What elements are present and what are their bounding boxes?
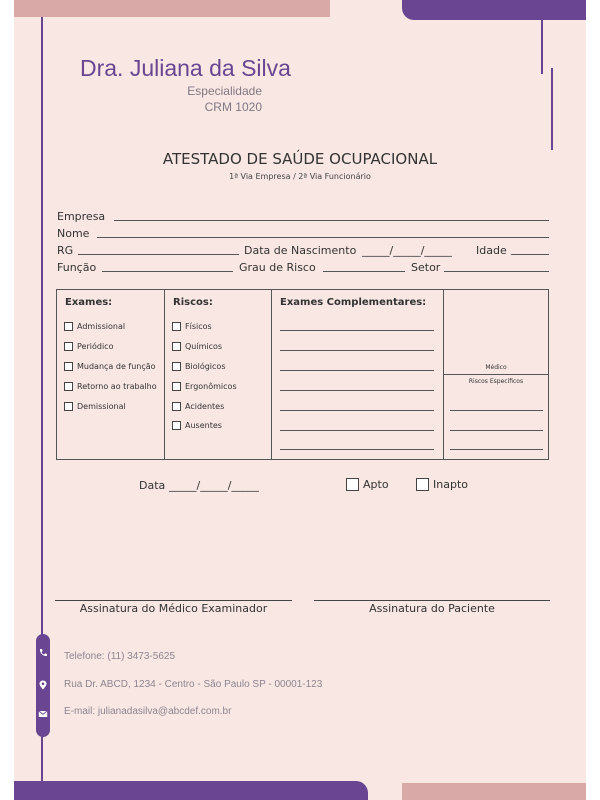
exame-option-label: Demissional bbox=[77, 402, 126, 411]
top-left-band bbox=[14, 0, 330, 17]
complementar-line[interactable] bbox=[280, 390, 434, 391]
complementar-line[interactable] bbox=[280, 430, 434, 431]
setor-field[interactable] bbox=[444, 271, 549, 272]
empresa-label: Empresa bbox=[57, 210, 106, 223]
form-subtitle: 1ª Via Empresa / 2ª Via Funcionário bbox=[229, 172, 371, 181]
risco-option[interactable] bbox=[172, 362, 225, 371]
complementar-line[interactable] bbox=[280, 330, 434, 331]
grid-divider bbox=[443, 374, 549, 375]
empresa-field[interactable] bbox=[114, 220, 549, 221]
medico-signature-label: Assinatura do Médico Examinador bbox=[79, 602, 268, 615]
grid-divider bbox=[271, 290, 272, 459]
checkbox[interactable] bbox=[172, 421, 181, 430]
right-rule-lower bbox=[551, 68, 553, 150]
risco-option-label: Ergonômicos bbox=[185, 382, 237, 391]
rg-field[interactable] bbox=[78, 254, 239, 255]
checkbox[interactable] bbox=[172, 382, 181, 391]
contact-phone: Telefone: (11) 3473-5625 bbox=[64, 651, 176, 662]
doctor-crm: CRM 1020 bbox=[204, 100, 262, 114]
apto-option[interactable] bbox=[346, 478, 389, 491]
checkbox[interactable] bbox=[172, 402, 181, 411]
risco-especifico-line[interactable] bbox=[450, 430, 543, 431]
setor-label: Setor bbox=[411, 261, 441, 274]
risco-option[interactable] bbox=[172, 421, 222, 430]
grid-divider bbox=[164, 290, 165, 459]
doctor-name: Dra. Juliana da Silva bbox=[80, 55, 291, 81]
exame-option-label: Retorno ao trabalho bbox=[77, 382, 157, 391]
risco-option[interactable] bbox=[172, 322, 212, 331]
bottom-left-band bbox=[14, 781, 368, 800]
medico-signature-line[interactable] bbox=[55, 600, 292, 601]
checkbox[interactable] bbox=[64, 402, 73, 411]
exames-heading: Exames: bbox=[65, 297, 113, 308]
complementar-line[interactable] bbox=[280, 410, 434, 411]
checkbox[interactable] bbox=[64, 382, 73, 391]
risco-option[interactable] bbox=[172, 382, 237, 391]
riscos-especificos-label: Riscos Específicos bbox=[468, 378, 524, 385]
top-right-band bbox=[402, 0, 586, 20]
nascimento-field[interactable]: _____/_____/_____ bbox=[362, 244, 452, 257]
exame-option-label: Admissional bbox=[77, 322, 126, 331]
risco-especifico-line[interactable] bbox=[450, 449, 543, 450]
funcao-field[interactable] bbox=[102, 271, 233, 272]
form-title: ATESTADO DE SAÚDE OCUPACIONAL bbox=[162, 150, 438, 168]
apto-label: Apto bbox=[363, 478, 389, 491]
nome-field[interactable] bbox=[97, 237, 549, 238]
exame-option[interactable] bbox=[64, 382, 157, 391]
checkbox[interactable] bbox=[416, 478, 429, 491]
risco-option-label: Biológicos bbox=[185, 362, 226, 371]
complementar-line[interactable] bbox=[280, 449, 434, 450]
complementar-line[interactable] bbox=[280, 350, 434, 351]
medico-label: Médico bbox=[485, 364, 507, 371]
checkbox[interactable] bbox=[172, 322, 181, 331]
contact-email[interactable]: E-mail: julianadasilva@abcdef.com.br bbox=[64, 706, 232, 717]
checkbox[interactable] bbox=[64, 342, 73, 351]
exam-grid bbox=[56, 289, 549, 460]
data-field[interactable]: _____/_____/_____ bbox=[169, 479, 259, 492]
right-rule-upper bbox=[541, 20, 543, 74]
checkbox[interactable] bbox=[64, 362, 73, 371]
data-label: Data bbox=[139, 479, 166, 492]
exame-option-label: Mudança de função bbox=[77, 362, 156, 371]
exame-option[interactable] bbox=[64, 342, 113, 351]
risco-option-label: Físicos bbox=[185, 322, 212, 331]
idade-field[interactable] bbox=[511, 254, 549, 255]
risco-option[interactable] bbox=[172, 342, 222, 351]
paciente-signature-label: Assinatura do Paciente bbox=[369, 602, 495, 615]
risco-option-label: Ausentes bbox=[185, 421, 222, 430]
exame-option[interactable] bbox=[64, 402, 126, 411]
grau-risco-field[interactable] bbox=[323, 271, 405, 272]
exame-option[interactable] bbox=[64, 362, 156, 371]
riscos-heading: Riscos: bbox=[173, 297, 213, 308]
risco-option[interactable] bbox=[172, 402, 224, 411]
email-icon bbox=[36, 707, 50, 721]
location-pin-icon bbox=[36, 678, 50, 692]
grau-risco-label: Grau de Risco bbox=[239, 261, 316, 274]
exame-option[interactable] bbox=[64, 322, 125, 331]
complementar-line[interactable] bbox=[280, 370, 434, 371]
checkbox[interactable] bbox=[346, 478, 359, 491]
nome-label: Nome bbox=[57, 227, 90, 240]
paciente-signature-line[interactable] bbox=[314, 600, 550, 601]
phone-icon bbox=[36, 646, 50, 660]
rg-label: RG bbox=[57, 244, 74, 257]
doctor-specialty: Especialidade bbox=[187, 84, 262, 98]
funcao-label: Função bbox=[57, 261, 97, 274]
risco-option-label: Acidentes bbox=[185, 402, 225, 411]
checkbox[interactable] bbox=[64, 322, 73, 331]
checkbox[interactable] bbox=[172, 362, 181, 371]
contact-address: Rua Dr. ABCD, 1234 - Centro - São Paulo SP - 00001-123 bbox=[64, 679, 323, 690]
checkbox[interactable] bbox=[172, 342, 181, 351]
risco-especifico-line[interactable] bbox=[450, 410, 543, 411]
inapto-option[interactable] bbox=[416, 478, 468, 491]
idade-label: Idade bbox=[476, 244, 507, 257]
inapto-label: Inapto bbox=[433, 478, 468, 491]
risco-option-label: Químicos bbox=[185, 342, 223, 351]
complementares-heading: Exames Complementares: bbox=[280, 297, 427, 308]
exame-option-label: Periódico bbox=[77, 342, 114, 351]
nascimento-label: Data de Nascimento bbox=[244, 244, 357, 257]
bottom-right-band bbox=[402, 783, 586, 800]
